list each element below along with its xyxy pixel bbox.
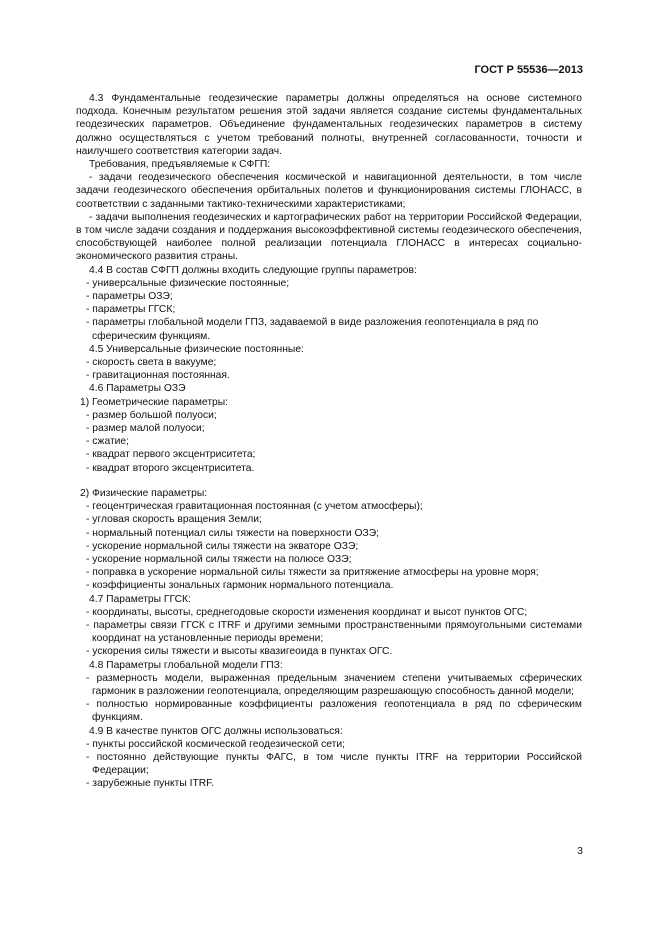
paragraph: - полностью нормированные коэффициенты разложения геопотенциала в ряд по сферическим функциям. [86, 699, 582, 724]
paragraph: 4.6 Параметры ОЗЭ [89, 383, 186, 395]
paragraph: - ускорение нормальной силы тяжести на полюсе ОЗЭ; [86, 553, 352, 565]
spacer [76, 475, 582, 487]
paragraph: - скорость света в вакууме; [86, 357, 217, 369]
paragraph: 4.4 В состав СФГП должны входить следующие группы параметров: [89, 264, 417, 276]
paragraph: 4.9 В качестве пунктов ОГС должны использоваться: [89, 725, 343, 737]
paragraph: - размерность модели, выраженная предельным значением степени учитываемых сферических гармоник в разложении геопотенциала, определяющим разрешающую способность данной модели; [86, 672, 582, 697]
paragraph: 4.8 Параметры глобальной модели ГПЗ: [89, 659, 283, 671]
paragraph: - размер малой полуоси; [86, 423, 205, 435]
paragraph: - квадрат первого эксцентриситета; [86, 449, 256, 461]
paragraph: - параметры глобальной модели ГПЗ, задаваемой в виде разложения геопотенциала в ряд по сферическим функциям. [86, 317, 539, 342]
standard-designation: ГОСТ Р 55536—2013 [474, 64, 583, 76]
paragraph: 1) Геометрические параметры: [80, 396, 229, 408]
paragraph: - коэффициенты зональных гармоник нормального потенциала. [86, 580, 394, 592]
paragraph: - угловая скорость вращения Земли; [86, 514, 262, 526]
paragraph: - поправка в ускорение нормальной силы тяжести за притяжение атмосферы на уровне моря; [86, 567, 539, 579]
page-number: 3 [577, 845, 583, 857]
paragraph: - задачи выполнения геодезических и картографических работ на территории Российской Федерации, в том числе задачи создания и поддержания высокоэффективной системы геодезического обеспечения, способствующей наиболее полной реализации потенциала ГЛОНАСС в интересах социально-экономического развития страны. [76, 211, 582, 263]
paragraph: - параметры ОЗЭ; [86, 291, 173, 303]
paragraph: - пункты российской космической геодезической сети; [86, 738, 345, 750]
paragraph: - задачи геодезического обеспечения космической и навигационной деятельности, в том числе задачи геодезического обеспечения орбитальных полетов и функционирования системы ГЛОНАСС, в соответствии с заданными тактико-техническими характеристиками; [76, 172, 582, 210]
paragraph: - размер большой полуоси; [86, 409, 217, 421]
paragraph: - параметры связи ГГСК с ITRF и другими земными пространственными прямоугольными системами координат на установленные периоды времени; [86, 619, 582, 645]
paragraph: 4.3 Фундаментальные геодезические параметры должны определяться на основе системного подхода. Конечным результатом решения этой задачи является создание системы фундаментальных геодезических параметров. Объединение фундаментальных геодезических параметров в систему должно осуществляться с учетом требований полноты, внутренней согласованности, точности и наилучшего соответствия категории задач. [76, 93, 582, 157]
paragraph: - параметры ГГСК; [86, 304, 176, 316]
paragraph: - ускорение нормальной силы тяжести на экваторе ОЗЭ; [86, 540, 359, 552]
paragraph: - нормальный потенциал силы тяжести на поверхности ОЗЭ; [86, 527, 379, 539]
paragraph: - ускорения силы тяжести и высоты квазигеоида в пунктах ОГС. [86, 646, 393, 658]
paragraph: 4.5 Универсальные физические постоянные: [89, 343, 304, 355]
paragraph: - квадрат второго эксцентриситета. [86, 462, 255, 474]
paragraph: Требования, предъявляемые к СФГП: [89, 159, 271, 171]
paragraph: - гравитационная постоянная. [86, 370, 230, 382]
paragraph: - сжатие; [86, 436, 129, 448]
paragraph: - зарубежные пункты ITRF. [86, 778, 215, 790]
paragraph: - координаты, высоты, среднегодовые скорости изменения координат и высот пунктов ОГС; [86, 606, 528, 618]
paragraph: - постоянно действующие пункты ФАГС, в том числе пункты ITRF на территории Российской Федерации; [86, 751, 582, 777]
paragraph: 2) Физические параметры: [80, 487, 208, 499]
document-body [76, 92, 582, 791]
paragraph: - геоцентрическая гравитационная постоянная (с учетом атмосферы); [86, 501, 423, 513]
paragraph: - универсальные физические постоянные; [86, 277, 290, 289]
paragraph: 4.7 Параметры ГГСК: [89, 593, 191, 605]
